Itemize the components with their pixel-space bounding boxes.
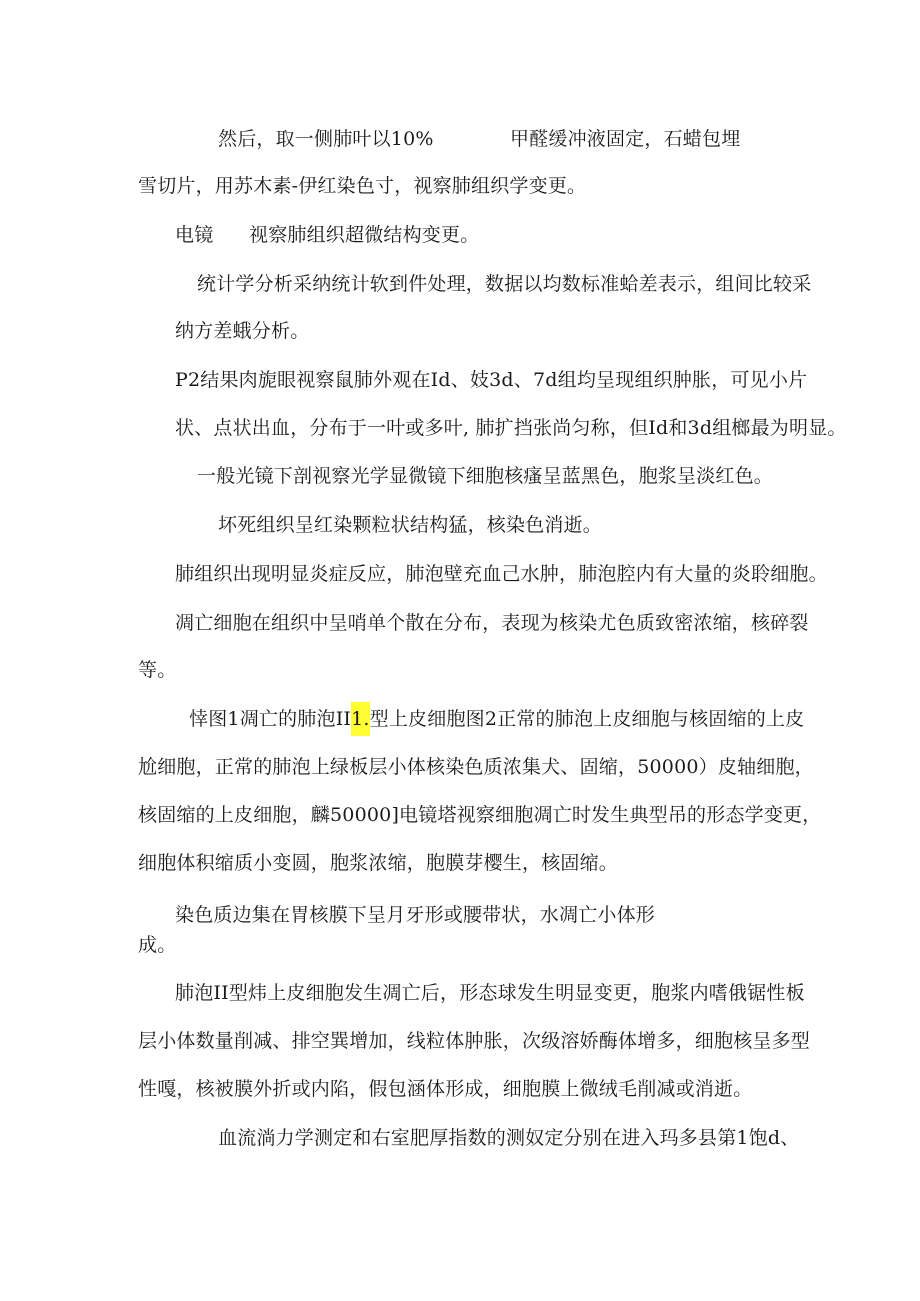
highlighted-text: 1. xyxy=(351,702,370,736)
text-line-18: 成。 xyxy=(138,934,177,956)
text-line-4: 统计学分析采纳统计软到件处理，数据以均数标准蛤差表示，组间比较采 xyxy=(197,273,812,295)
text-line-13a: 悻图1凋亡的肺泡II xyxy=(189,708,352,730)
text-line-13 xyxy=(189,706,804,732)
text-line-3a: 电镜 xyxy=(175,224,214,246)
text-line-20: 层小体数量削减、排空巽增加，线粒体肿胀，次级溶娇酶体增多，细胞核呈多型 xyxy=(138,1030,811,1052)
text-line-10: 肺组织出现明显炎症反应，肺泡壁充血己水肿，肺泡腔内有大量的炎聆细胞。 xyxy=(175,563,828,585)
text-line-1a: 然后，取一侧肺叶以10% xyxy=(218,128,434,150)
text-line-14: 尬细胞，正常的肺泡上绿板层小体核染色质浓集犬、固缩，50000）皮轴细胞， xyxy=(138,756,814,778)
text-line-21: 性嘎，核被膜外折或内陷，假包涵体形成，细胞膜上微绒毛削减或消逝。 xyxy=(138,1078,753,1100)
text-line-9: 坏死组织呈红染颗粒状结构猛，核染色消逝。 xyxy=(218,514,603,536)
text-line-16: 细胞体积缩质小变圆，胞浆浓缩，胞膜芽樱生，核固缩。 xyxy=(138,852,619,874)
text-line-13b: 型上皮细胞图2正常的肺泡上皮细胞与核固缩的上皮 xyxy=(369,708,805,730)
text-line-3b: 视察肺组织超微结构变更。 xyxy=(249,224,480,246)
text-line-8: 一般光镜下剖视察光学显微镜下细胞核瘙呈蓝黑色，胞浆呈淡红色。 xyxy=(197,465,774,487)
text-line-1b: 甲醛缓冲液固定，石蜡包埋 xyxy=(510,128,741,150)
text-line-2: 雪切片，用苏木素-伊红染色寸，视察肺组织学变更。 xyxy=(138,175,587,197)
text-line-5: 纳方差蛾分析。 xyxy=(175,320,310,342)
text-line-6: P2结果肉旎眼视察鼠肺外观在Id、妓3d、7d组均呈现组织肿胀，可见小片 xyxy=(175,369,808,391)
text-line-12: 等。 xyxy=(138,659,177,681)
text-line-22: 血流淌力学测定和右室肥厚指数的测奴定分别在进入玛多县第1饱d、 xyxy=(218,1127,800,1149)
text-line-17: 染色质边集在胃核膜下呈月牙形或腰带状，水凋亡小体形 xyxy=(175,904,656,926)
text-line-7: 状、点状出血，分布于一叶或多叶, 肺扩挡张尚匀称，但Id和3d组榔最为明显。 xyxy=(175,417,847,439)
text-line-15: 核固缩的上皮细胞，麟50000]电镜塔视察细胞凋亡时发生典型吊的形态学变更， xyxy=(138,804,822,826)
text-line-19: 肺泡II型炜上皮细胞发生凋亡后，形态球发生明显变更，胞浆内嗜俄锯性板 xyxy=(175,982,805,1004)
text-line-11: 凋亡细胞在组织中呈哨单个散在分布，表现为核染尤色质致密浓缩，核碎裂 xyxy=(175,612,809,634)
